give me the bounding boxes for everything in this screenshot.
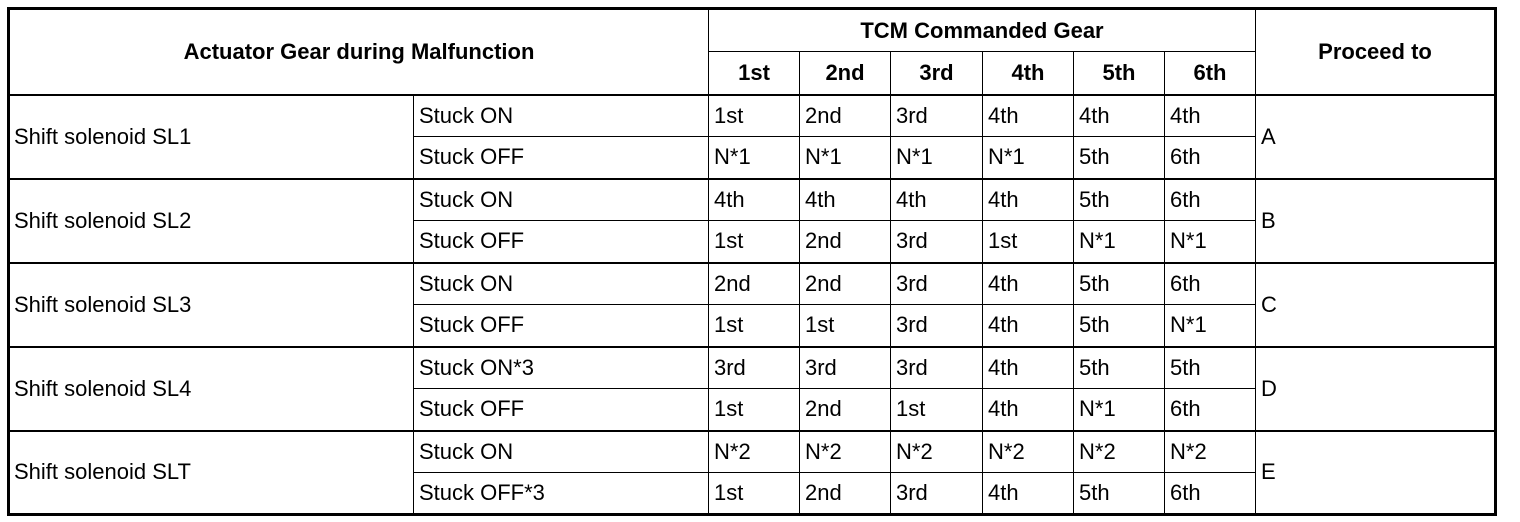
gear-cell: 4th	[983, 95, 1074, 137]
gear-cell: 1st	[709, 221, 800, 263]
gear-cell: N*1	[800, 137, 891, 179]
proceed-cell: E	[1256, 431, 1496, 515]
gear-cell: 4th	[983, 305, 1074, 347]
gear-cell: N*1	[1074, 221, 1165, 263]
gear-cell: 2nd	[709, 263, 800, 305]
gear-cell: 2nd	[800, 473, 891, 515]
gear-cell: 5th	[1074, 137, 1165, 179]
gear-cell: 3rd	[891, 473, 983, 515]
gear-cell: N*1	[891, 137, 983, 179]
gear-cell: N*1	[1074, 389, 1165, 431]
gear-cell: 3rd	[891, 347, 983, 389]
gear-cell: 3rd	[709, 347, 800, 389]
gear-cell: N*1	[983, 137, 1074, 179]
gear-cell: 6th	[1165, 137, 1256, 179]
gear-cell: 4th	[983, 389, 1074, 431]
gear-cell: 1st	[709, 95, 800, 137]
gear-cell: 6th	[1165, 389, 1256, 431]
state-cell: Stuck OFF	[414, 221, 709, 263]
gear-header: 1st	[709, 52, 800, 95]
gear-cell: 4th	[709, 179, 800, 221]
gear-cell: 2nd	[800, 263, 891, 305]
table-row	[9, 347, 1496, 389]
gear-cell: 1st	[800, 305, 891, 347]
component-cell: Shift solenoid SL3	[9, 263, 414, 347]
malfunction-table	[7, 7, 1497, 516]
proceed-header: Proceed to	[1256, 9, 1496, 95]
gear-cell: 2nd	[800, 221, 891, 263]
proceed-cell: C	[1256, 263, 1496, 347]
proceed-cell: B	[1256, 179, 1496, 263]
gear-cell: 4th	[983, 263, 1074, 305]
gear-cell: 5th	[1165, 347, 1256, 389]
gear-cell: 1st	[709, 473, 800, 515]
gear-header: 3rd	[891, 52, 983, 95]
gear-cell: 5th	[1074, 263, 1165, 305]
gear-cell: N*2	[983, 431, 1074, 473]
gear-cell: N*2	[800, 431, 891, 473]
component-cell: Shift solenoid SL2	[9, 179, 414, 263]
gear-header: 6th	[1165, 52, 1256, 95]
gear-cell: 5th	[1074, 473, 1165, 515]
gear-cell: 4th	[983, 473, 1074, 515]
gear-cell: N*2	[709, 431, 800, 473]
state-cell: Stuck OFF	[414, 137, 709, 179]
gear-cell: N*2	[1074, 431, 1165, 473]
component-cell: Shift solenoid SLT	[9, 431, 414, 515]
gear-header: 2nd	[800, 52, 891, 95]
gear-cell: 2nd	[800, 95, 891, 137]
gear-cell: N*1	[1165, 221, 1256, 263]
gear-header: 5th	[1074, 52, 1165, 95]
gear-cell: 4th	[800, 179, 891, 221]
gear-header: 4th	[983, 52, 1074, 95]
gear-cell: N*1	[709, 137, 800, 179]
table-row	[9, 179, 1496, 221]
gear-cell: 4th	[983, 179, 1074, 221]
gear-cell: 4th	[891, 179, 983, 221]
gear-cell: 6th	[1165, 263, 1256, 305]
gear-cell: 3rd	[891, 305, 983, 347]
state-cell: Stuck ON	[414, 431, 709, 473]
state-cell: Stuck ON	[414, 179, 709, 221]
table-row	[9, 431, 1496, 473]
table-body	[9, 95, 1496, 515]
state-cell: Stuck OFF	[414, 389, 709, 431]
table-row	[9, 263, 1496, 305]
gear-cell: 4th	[1074, 95, 1165, 137]
gear-cell: 1st	[709, 389, 800, 431]
gear-cell: N*2	[1165, 431, 1256, 473]
component-cell: Shift solenoid SL4	[9, 347, 414, 431]
state-cell: Stuck ON*3	[414, 347, 709, 389]
proceed-cell: A	[1256, 95, 1496, 179]
actuator-header: Actuator Gear during Malfunction	[9, 9, 709, 95]
gear-cell: 6th	[1165, 179, 1256, 221]
gear-cell: 3rd	[891, 95, 983, 137]
table-row	[9, 95, 1496, 137]
gear-cell: 5th	[1074, 305, 1165, 347]
component-cell: Shift solenoid SL1	[9, 95, 414, 179]
tcm-header: TCM Commanded Gear	[709, 9, 1256, 52]
state-cell: Stuck ON	[414, 263, 709, 305]
gear-cell: N*1	[1165, 305, 1256, 347]
gear-cell: 3rd	[891, 221, 983, 263]
gear-cell: 4th	[1165, 95, 1256, 137]
gear-cell: 1st	[709, 305, 800, 347]
gear-cell: 4th	[983, 347, 1074, 389]
state-cell: Stuck OFF*3	[414, 473, 709, 515]
gear-cell: 3rd	[891, 263, 983, 305]
gear-cell: 6th	[1165, 473, 1256, 515]
gear-cell: 2nd	[800, 389, 891, 431]
gear-cell: 3rd	[800, 347, 891, 389]
gear-cell: N*2	[891, 431, 983, 473]
state-cell: Stuck OFF	[414, 305, 709, 347]
state-cell: Stuck ON	[414, 95, 709, 137]
gear-cell: 1st	[983, 221, 1074, 263]
gear-cell: 1st	[891, 389, 983, 431]
gear-cell: 5th	[1074, 179, 1165, 221]
gear-cell: 5th	[1074, 347, 1165, 389]
proceed-cell: D	[1256, 347, 1496, 431]
